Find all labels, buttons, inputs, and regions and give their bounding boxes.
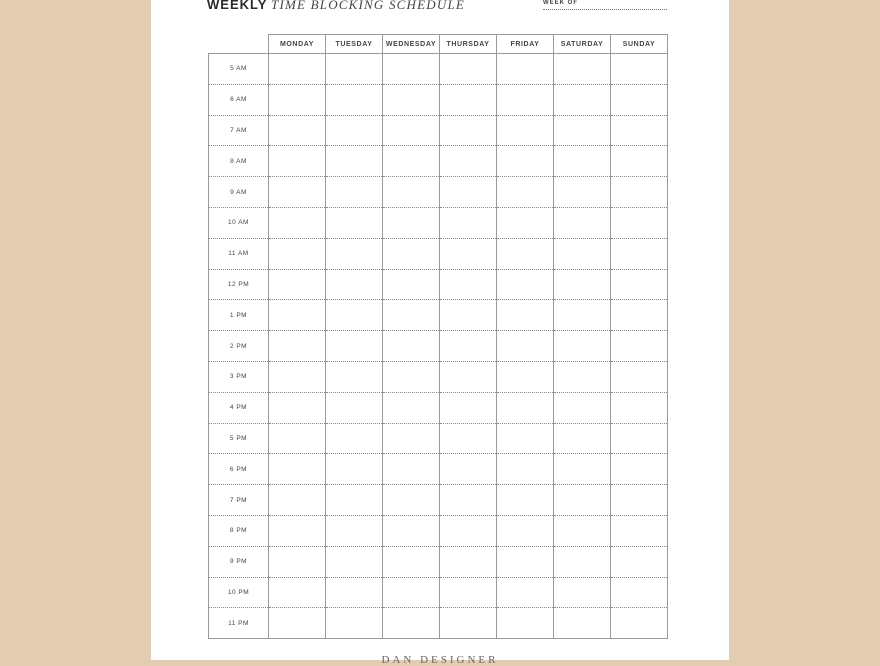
schedule-cell[interactable] [440,361,497,392]
footer-brand: DAN DESIGNER [381,654,499,666]
corner-cell [209,35,269,54]
schedule-cell[interactable] [554,546,611,577]
time-row [209,84,668,115]
schedule-cell[interactable] [497,423,554,454]
time-row [209,331,668,362]
schedule-cell[interactable] [554,485,611,516]
day-header-friday: FRIDAY [497,35,554,54]
time-label: 6 AM [209,84,269,115]
schedule-cell[interactable] [326,207,383,238]
schedule-cell[interactable] [383,207,440,238]
week-of-field[interactable]: WEEK OF [543,0,667,10]
schedule-cell[interactable] [269,577,326,608]
schedule-cell[interactable] [383,84,440,115]
time-row [209,54,668,85]
schedule-cell[interactable] [554,515,611,546]
day-header-monday: MONDAY [269,35,326,54]
schedule-cell[interactable] [554,361,611,392]
schedule-cell[interactable] [554,207,611,238]
schedule-cell[interactable] [554,300,611,331]
schedule-cell[interactable] [611,84,668,115]
schedule-cell[interactable] [326,177,383,208]
time-row [209,207,668,238]
schedule-cell[interactable] [440,577,497,608]
schedule-cell[interactable] [440,84,497,115]
time-row [209,546,668,577]
time-row [209,485,668,516]
time-label: 12 PM [209,269,269,300]
schedule-cell[interactable] [269,392,326,423]
schedule-cell[interactable] [440,331,497,362]
schedule-cell[interactable] [383,361,440,392]
schedule-cell[interactable] [326,423,383,454]
day-header-tuesday: TUESDAY [326,35,383,54]
schedule-cell[interactable] [611,207,668,238]
schedule-cell[interactable] [326,454,383,485]
schedule-cell[interactable] [269,331,326,362]
schedule-cell[interactable] [326,361,383,392]
time-label: 7 AM [209,115,269,146]
schedule-cell[interactable] [326,331,383,362]
time-label: 5 PM [209,423,269,454]
schedule-cell[interactable] [326,392,383,423]
schedule-cell[interactable] [383,115,440,146]
schedule-cell[interactable] [611,146,668,177]
schedule-cell[interactable] [440,485,497,516]
time-row [209,515,668,546]
schedule-cell[interactable] [326,515,383,546]
schedule-cell[interactable] [611,331,668,362]
schedule-cell[interactable] [440,54,497,85]
schedule-cell[interactable] [611,485,668,516]
schedule-cell[interactable] [269,177,326,208]
schedule-cell[interactable] [440,269,497,300]
schedule-cell[interactable] [269,269,326,300]
schedule-cell[interactable] [497,238,554,269]
time-row [209,300,668,331]
schedule-cell[interactable] [497,392,554,423]
schedule-cell[interactable] [326,608,383,639]
time-row [209,146,668,177]
schedule-cell[interactable] [269,608,326,639]
time-label: 9 AM [209,177,269,208]
schedule-cell[interactable] [497,454,554,485]
schedule-cell[interactable] [611,515,668,546]
schedule-cell[interactable] [497,577,554,608]
schedule-cell[interactable] [440,177,497,208]
schedule-cell[interactable] [554,84,611,115]
day-header-wednesday: WEDNESDAY [383,35,440,54]
schedule-cell[interactable] [440,300,497,331]
schedule-cell[interactable] [554,269,611,300]
schedule-cell[interactable] [554,577,611,608]
schedule-cell[interactable] [497,177,554,208]
schedule-cell[interactable] [611,361,668,392]
schedule-cell[interactable] [269,300,326,331]
schedule-cell[interactable] [440,238,497,269]
schedule-cell[interactable] [326,54,383,85]
schedule-cell[interactable] [440,454,497,485]
schedule-cell[interactable] [269,146,326,177]
time-label: 4 PM [209,392,269,423]
schedule-cell[interactable] [554,238,611,269]
schedule-cell[interactable] [383,392,440,423]
time-row [209,608,668,639]
schedule-cell[interactable] [440,608,497,639]
planner-page [151,0,729,666]
schedule-cell[interactable] [497,300,554,331]
schedule-cell[interactable] [326,485,383,516]
schedule-cell[interactable] [383,454,440,485]
schedule-cell[interactable] [497,515,554,546]
time-label: 7 PM [209,485,269,516]
schedule-cell[interactable] [269,207,326,238]
schedule-cell[interactable] [269,54,326,85]
page-title [207,0,465,13]
schedule-cell[interactable] [269,454,326,485]
time-row [209,115,668,146]
title-italic: TIME BLOCKING SCHEDULE [271,0,466,12]
time-row [209,177,668,208]
schedule-cell[interactable] [554,423,611,454]
schedule-cell[interactable] [554,146,611,177]
schedule-cell[interactable] [326,238,383,269]
schedule-cell[interactable] [383,546,440,577]
schedule-cell[interactable] [269,361,326,392]
schedule-cell[interactable] [611,454,668,485]
time-label: 8 PM [209,515,269,546]
time-row [209,454,668,485]
title-bold: WEEKLY [207,0,268,12]
schedule-cell[interactable] [326,146,383,177]
schedule-cell[interactable] [611,300,668,331]
schedule-cell[interactable] [383,54,440,85]
schedule-cell[interactable] [497,84,554,115]
time-label: 3 PM [209,361,269,392]
schedule-cell[interactable] [611,546,668,577]
schedule-cell[interactable] [269,485,326,516]
schedule-cell[interactable] [554,454,611,485]
schedule-cell[interactable] [326,115,383,146]
schedule-cell[interactable] [440,146,497,177]
schedule-cell[interactable] [440,392,497,423]
time-row [209,577,668,608]
time-label: 9 PM [209,546,269,577]
time-row [209,238,668,269]
schedule-cell[interactable] [269,115,326,146]
schedule-cell[interactable] [554,115,611,146]
schedule-cell[interactable] [383,485,440,516]
schedule-cell[interactable] [383,423,440,454]
schedule-cell[interactable] [269,546,326,577]
time-label: 10 AM [209,207,269,238]
time-label: 5 AM [209,54,269,85]
schedule-cell[interactable] [440,515,497,546]
schedule-cell[interactable] [269,84,326,115]
time-row [209,269,668,300]
schedule-cell[interactable] [611,423,668,454]
schedule-cell[interactable] [554,608,611,639]
schedule-cell[interactable] [383,331,440,362]
schedule-cell[interactable] [611,177,668,208]
schedule-cell[interactable] [497,361,554,392]
time-row [209,392,668,423]
schedule-cell[interactable] [497,207,554,238]
schedule-cell[interactable] [326,546,383,577]
schedule-cell[interactable] [554,177,611,208]
schedule-cell[interactable] [440,546,497,577]
schedule-cell[interactable] [383,577,440,608]
schedule-cell[interactable] [497,115,554,146]
time-row [209,423,668,454]
schedule-cell[interactable] [611,54,668,85]
schedule-cell[interactable] [383,300,440,331]
time-label: 11 AM [209,238,269,269]
schedule-cell[interactable] [383,238,440,269]
schedule-cell[interactable] [383,515,440,546]
schedule-cell[interactable] [554,54,611,85]
day-header-thursday: THURSDAY [440,35,497,54]
schedule-grid [208,34,668,639]
schedule-cell[interactable] [326,300,383,331]
schedule-cell[interactable] [440,115,497,146]
schedule-cell[interactable] [611,608,668,639]
schedule-cell[interactable] [269,238,326,269]
schedule-cell[interactable] [497,608,554,639]
schedule-cell[interactable] [383,608,440,639]
schedule-cell[interactable] [497,546,554,577]
schedule-cell[interactable] [611,115,668,146]
schedule-cell[interactable] [497,54,554,85]
time-label: 2 PM [209,331,269,362]
schedule-cell[interactable] [611,269,668,300]
schedule-cell[interactable] [383,146,440,177]
schedule-cell[interactable] [326,84,383,115]
schedule-cell[interactable] [326,269,383,300]
schedule-cell[interactable] [440,207,497,238]
time-label: 1 PM [209,300,269,331]
time-label: 10 PM [209,577,269,608]
schedule-cell[interactable] [269,423,326,454]
schedule-cell[interactable] [554,392,611,423]
schedule-cell[interactable] [383,177,440,208]
time-label: 6 PM [209,454,269,485]
schedule-cell[interactable] [497,146,554,177]
schedule-cell[interactable] [611,392,668,423]
schedule-cell[interactable] [326,577,383,608]
schedule-cell[interactable] [269,515,326,546]
schedule-cell[interactable] [497,485,554,516]
day-header-sunday: SUNDAY [611,35,668,54]
schedule-cell[interactable] [497,331,554,362]
time-row [209,361,668,392]
schedule-cell[interactable] [497,269,554,300]
time-label: 8 AM [209,146,269,177]
schedule-cell[interactable] [383,269,440,300]
schedule-cell[interactable] [611,577,668,608]
time-label: 11 PM [209,608,269,639]
schedule-cell[interactable] [611,238,668,269]
schedule-cell[interactable] [554,331,611,362]
schedule-cell[interactable] [440,423,497,454]
day-header-saturday: SATURDAY [554,35,611,54]
